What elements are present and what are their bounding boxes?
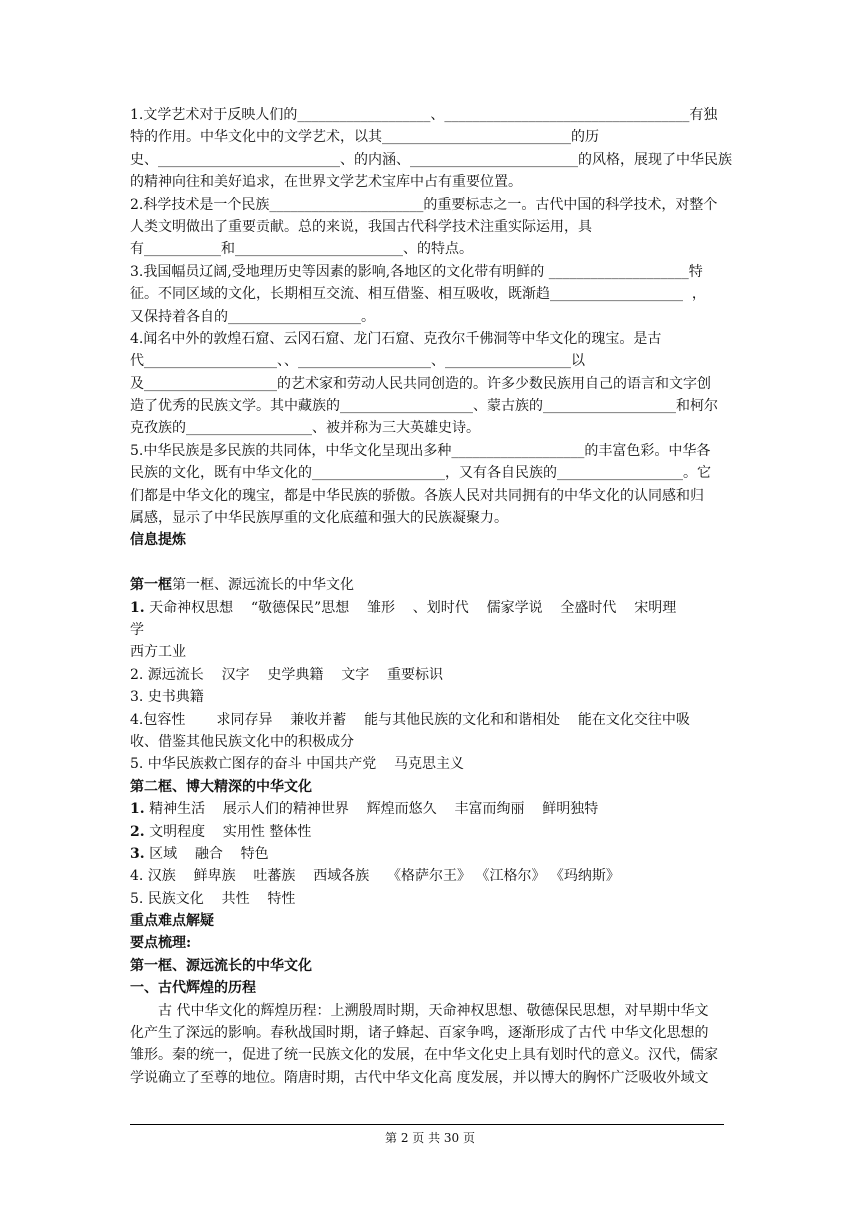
answer-number: 4. <box>130 711 144 728</box>
answer-number: 3. <box>130 845 145 862</box>
body-paragraph <box>130 1000 730 1090</box>
answer-text: 西方工业 <box>130 644 186 661</box>
text-line: 征。不同区域的文化，长期相互交流、相互借鉴、相互吸收，既渐趋___________________ ， <box>130 286 706 303</box>
answer-text: 中华民族救亡图存的奋斗 中国共产党 马克思主义 <box>143 756 465 773</box>
answer-text: 文明程度 实用性 整体性 <box>144 823 312 840</box>
text-line: 人类文明做出了重要贡献。总的来说，我国古代科学技术注重实际运用，具 <box>130 218 592 235</box>
answer-text: 源远流长 汉字 史学典籍 文字 重要标识 <box>143 666 444 683</box>
answer-item <box>130 686 730 708</box>
answer-number: 2. <box>130 666 144 683</box>
answer-text: 民族文化 共性 特性 <box>143 890 296 907</box>
answer-item <box>130 865 730 887</box>
answer-number: 5. <box>130 756 144 773</box>
text-line: 造了优秀的民族文学。其中藏族的___________________、蒙古族的___________________和柯尔 <box>130 398 718 415</box>
frame2-heading: 第二框、博大精深的中华文化 <box>130 778 312 795</box>
text-line: 3.我国幅员辽阔,受地理历史等因素的影响,各地区的文化带有明鲜的 ____________________特 <box>130 263 703 280</box>
text-line: 5.中华民族是多民族的共同体，中华文化呈现出多种___________________的丰富色彩。中华各 <box>130 442 711 459</box>
answer-text: 收、借鉴其他民族文化中的积极成分 <box>130 733 354 750</box>
text-line: 2.科学技术是一个民族______________________的重要标志之一。古代中国的科学技术，对整个 <box>130 196 718 213</box>
answer-number: 4. <box>130 868 144 885</box>
frame1-heading-repeat: 第一框、源远流长的中华文化 <box>130 957 312 974</box>
answer-item <box>130 731 730 753</box>
answer-number: 5. <box>130 890 144 907</box>
answer-text: 天命神权思想 “敬德保民”思想 雏形 、划时代 儒家学说 全盛时代 宋明理 <box>144 599 677 616</box>
text-line: 学说确立了至尊的地位。隋唐时期，古代中华文化高 度发展，并以博大的胸怀广泛吸收外域文 <box>130 1069 709 1086</box>
section-heading-key: 重点难点解疑 <box>130 913 214 930</box>
answer-item <box>130 798 730 820</box>
subheading-summary: 要点梳理: <box>130 935 192 952</box>
text-line: 雏形。秦的统一，促进了统一民族文化的发展，在中华文化史上具有划时代的意义。汉代，儒家 <box>130 1047 718 1064</box>
text-line: 又保持着各自的___________________。 <box>130 308 375 325</box>
frame1-heading <box>130 574 730 596</box>
answer-item <box>130 888 730 910</box>
text-line: 化产生了深远的影响。春秋战国时期，诸子蜂起、百家争鸣，逐渐形成了古代 中华文化思想的 <box>130 1025 709 1042</box>
answer-item <box>130 641 730 663</box>
fill-in-questions <box>130 104 730 529</box>
answer-text: 学 <box>130 621 144 638</box>
text-line: 4.闻名中外的敦煌石窟、云冈石窟、龙门石窟、克孜尔千佛洞等中华文化的瑰宝。是古 <box>130 330 662 347</box>
text-line: 克孜族的__________________、被并称为三大英雄史诗。 <box>130 420 480 437</box>
subsection-title: 一、古代辉煌的历程 <box>130 980 256 997</box>
answer-number: 3. <box>130 689 144 706</box>
answer-item <box>130 709 730 731</box>
text-line: 属感，显示了中华民族厚重的文化底蕴和强大的民族凝聚力。 <box>130 510 508 527</box>
answer-item <box>130 597 730 619</box>
text-line: 们都是中华文化的瑰宝，都是中华民族的骄傲。各族人民对共同拥有的中华文化的认同感和归 <box>130 487 704 504</box>
frame1-label: 第一框 <box>130 577 172 594</box>
answer-number: 1. <box>130 599 145 616</box>
answer-item <box>130 843 730 865</box>
page-footer: 第 2 页 共 30 页 <box>385 1131 475 1145</box>
text-line: 及___________________的艺术家和劳动人民共同创造的。许多少数民族用自己的语言和文字创 <box>130 375 711 392</box>
footer-divider <box>130 1124 724 1125</box>
answer-text: 汉族 鲜卑族 吐蕃族 西域各族 《格萨尔王》 《江格尔》 《玛纳斯》 <box>143 868 620 885</box>
frame1-answers <box>130 597 730 776</box>
blank-line <box>130 552 730 574</box>
answer-item <box>130 753 730 775</box>
text-line: 史、__________________________、的内涵、________________________的风格，展现了中华民族 <box>130 151 732 168</box>
answer-item <box>130 664 730 686</box>
text-line: 1.文学艺术对于反映人们的___________________、___________________________________有独 <box>130 107 718 123</box>
answer-item <box>130 619 730 641</box>
answer-text: 史书典籍 <box>143 689 204 706</box>
answer-number: 1. <box>130 801 145 818</box>
text-line: 特的作用。中华文化中的文学艺术，以其___________________________的历 <box>130 129 599 146</box>
text-line: 民族的文化，既有中华文化的___________________，又有各自民族的__________________。它 <box>130 465 711 482</box>
answer-number: 2. <box>130 823 145 840</box>
answer-text: 精神生活 展示人们的精神世界 辉煌而悠久 丰富而绚丽 鲜明独特 <box>144 801 599 818</box>
answer-text: 包容性 求同存异 兼收并蓄 能与其他民族的文化和和谐相处 能在文化交往中吸 <box>143 711 690 728</box>
frame1-title: 第一框、源远流长的中华文化 <box>172 577 354 594</box>
frame2-answers <box>130 798 730 910</box>
text-line: 代___________________、、___________________、__________________以 <box>130 353 585 370</box>
text-line: 有___________和________________________、的特点。 <box>130 241 473 258</box>
section-heading-info: 信息提炼 <box>130 532 186 549</box>
text-line: 的精神向往和美好追求，在世界文学艺术宝库中占有重要位置。 <box>130 174 522 191</box>
page-body <box>130 104 730 1089</box>
answer-item <box>130 821 730 843</box>
text-line: 古 代中华文化的辉煌历程：上溯殷周时期，天命神权思想、敬德保民思想，对早期中华文 <box>158 1002 709 1019</box>
answer-text: 区域 融合 特色 <box>144 845 269 862</box>
